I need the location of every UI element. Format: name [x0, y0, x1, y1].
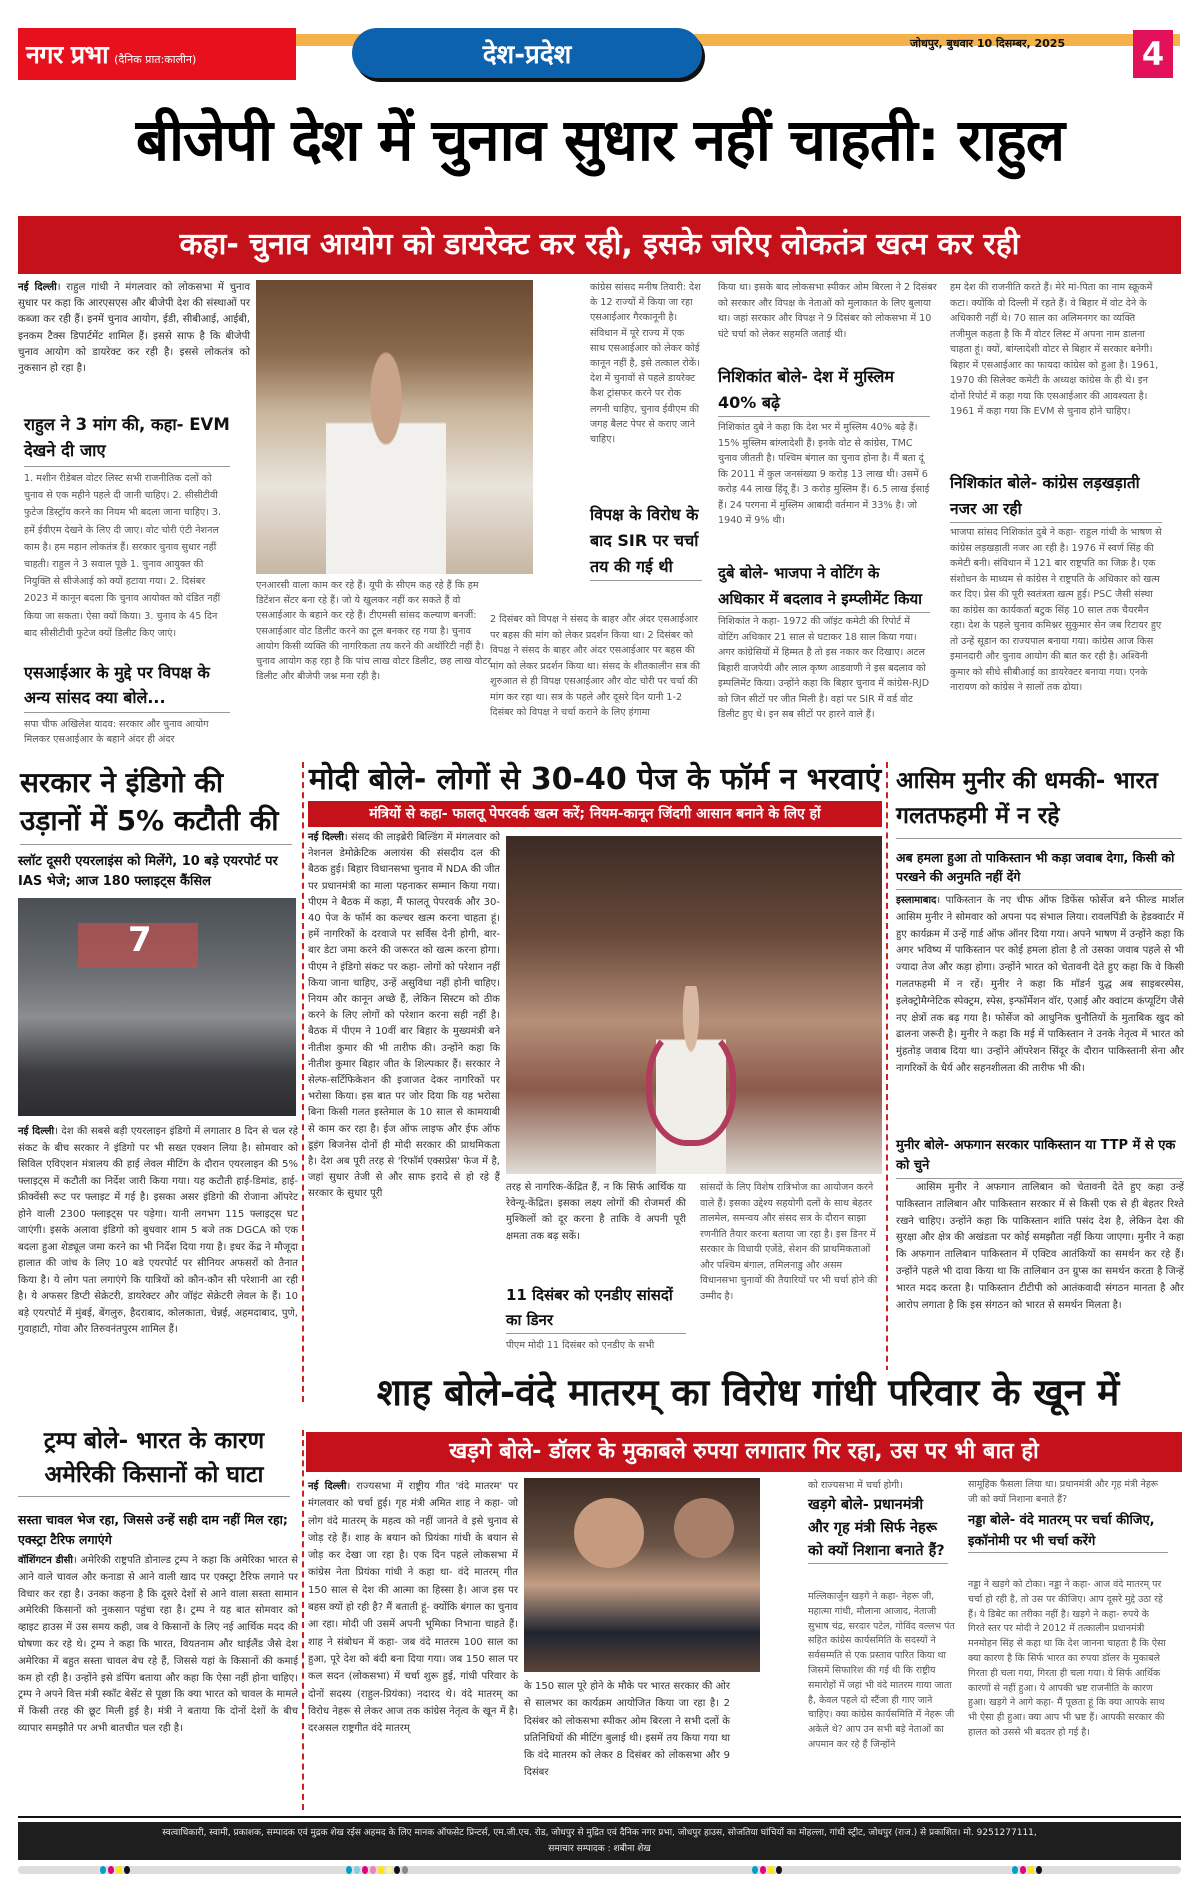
sir-debate-heading: विपक्ष के विरोध के बाद SIR पर चर्चा तय की गई थी — [590, 502, 702, 581]
congress-heading: निशिकांत बोले- कांग्रेस लड़खड़ाती नजर आ रही — [950, 470, 1162, 523]
trump-dateline: वॉशिंगटन डीसी — [18, 1555, 73, 1566]
ttp-heading: मुनीर बोले- अफगान सरकार पाकिस्तान या TTP में से एक को चुने — [896, 1136, 1182, 1179]
munir-body — [896, 893, 1184, 1078]
nadda-heading: नड्डा बोले- वंदे मातरम् पर चर्चा कीजिए, इकॉनोमी पर भी चर्चा करेंगे — [968, 1510, 1168, 1553]
color-registration-strip — [18, 1866, 1181, 1874]
ttp-text: आसिम मुनीर ने अफगान तालिबान को चेतावनी देते हुए कहा उन्हें पाकिस्तान तालिबान और पाकिस्तान सरकार में से किसी एक से ही बेहतर रिश्ते रखने चाहिए। उन्होंने कहा कि पाकिस्तान शांति पसंद देश है, लेकिन देश की सुरक्षा और क्षेत्र की अखंडता पर कोई समझौता नहीं किया जाएगा। मुनीर ने कहा कि अफगान तालिबान पाकिस्तान में एक्टिव आतंकियों का समर्थन कर रहे हैं। उन्होंने पहले भी दावा किया था कि तालिबान उन ग्रुप्स का समर्थन करता है जिन्हें भारत मदद करता है। पाकिस्तान टीटीपी को आतंकवादी संगठन मानता है और आरोप लगाता है कि इस संगठन को भारत से समर्थन मिलता है। — [896, 1182, 1184, 1311]
kharge-heading: खड़गे बोले- प्रधानमंत्री और गृह मंत्री सिर्फ नेहरू को क्यों निशाना बनाते हैं? — [808, 1494, 948, 1564]
indigo-subheadline: स्लॉट दूसरी एयरलाइंस को मिलेंगे, 10 बड़े एयरपोर्ट पर IAS भेजे; आज 180 फ्लाइट्स कैंसिल — [18, 854, 278, 889]
col-right-top: सामूहिक फैसला लिया था। प्रधानमंत्री और गृह मंत्री नेहरू जी को क्यों निशाना बनाते हैं? — [968, 1479, 1159, 1505]
indigo-headline: सरकार ने इंडिगो की उड़ानों में 5% कटौती की — [20, 764, 292, 845]
modi-headline: मोदी बोले- लोगों से 30-40 पेज के फॉर्म न भरवाएं — [308, 762, 882, 797]
registration-marks — [752, 1866, 782, 1874]
column-divider — [302, 1430, 304, 1810]
below-photo-text: एनआरसी वाला काम कर रहे हैं। यूपी के सीएम कह रहे हैं कि हम डिटेंशन सेंटर बना रहे हैं। जो ये खुलकर नहीं कर सकते हैं वो एसआईआर के बहाने कर रहे हैं। टीएमसी सांसद कल्याण बनर्जी: एसआईआर वोट डिलीट करने का टूल बनकर रह गया है। चुनाव आयोग किसी व्यक्ति की नागरिकता तय करने की अथॉरिटी नहीं है। चुनाव आयोग कह रहा है कि पांच लाख वोटर डिलीट, छह लाख वोटर डिलीट और बीजेपी जश्न मना रही है। — [256, 580, 492, 683]
munir-subheadline: अब हमला हुआ तो पाकिस्तान भी कड़ा जवाब देगा, किसी को परखने की अनुमति नहीं देंगे — [896, 848, 1182, 890]
demands-text: 1. मशीन रीडेबल वोटर लिस्ट सभी राजनीतिक दलों को चुनाव से एक महीने पहले दी जानी चाहिए। 2. सीसीटीवी फुटेज डिस्ट्रॉय करने का नियम भी बदला जाना चाहिए। 3. हमें ईवीएम देखने के लिए दी जाए। वोट चोरी एंटी नेशनल काम है। हम महान लोकतंत्र हैं। सरकार चुनाव सुधार नहीं चाहती। राहुल ने 3 सवाल पूछे 1. चुनाव आयुक्त की नियुक्ति से सीजेआई को क्यों हटाया गया। 2. दिसंबर 2023 में कानून बदला कि चुनाव आयोक्त को दंडित नहीं किया जा सकता। ऐसा क्यों किया। 3. चुनाव के 45 दिन बाद सीसीटीवी फुटेज क्यों डिलीट किए जाएं। — [24, 473, 222, 639]
shah-body — [308, 1478, 518, 1737]
indigo-dateline: नई दिल्ली — [18, 1126, 55, 1137]
shah-dateline: नई दिल्ली — [308, 1481, 347, 1492]
modi-subheadline: मंत्रियों से कहा- फालतू पेपरवर्क खत्म करें; नियम-कानून जिंदगी आसान बनाने के लिए हों — [308, 801, 882, 827]
congress-text: भाजपा सांसद निशिकांत दुबे ने कहा- राहुल गांधी के भाषण से कांग्रेस लड़खड़ाती नजर आ रही है। 1976 में स्वर्ण सिंह की कमेटी बनी। संविधान में 121 बार राष्ट्रपति का जिक्र है। एक संशोधन के माध्यम से कांग्रेस ने राष्ट्रपति के अधिकार को खत्म कर दिए। प्रेस की पूरी स्वतंत्रता खत्म हुई। PSC जैसी संस्था का कांग्रेस का कार्यकर्ता बटुक सिंह 10 साल तक चैयरमैन रहा। देश के पहले चुनाव कमिश्नर सुकुमार सेन जब रिटायर हुए तो उन्हें सूडान का राज्यपाल बनाया गया। कांग्रेस आज किस इमानदारी और चुनाव आयोग की बात कर रही है। अश्विनी कुमार को सीधे सीबीआई का डायरेक्टर बनाया गया। एनके नारायण को कांग्रेस ने सालों तक ढोया। — [950, 527, 1162, 693]
kharge-text: मल्लिकार्जुन खड़गे ने कहा- नेहरू जी, महात्मा गांधी, मौलाना आजाद, नेताजी सुभाष चंद्र, सरदार पटेल, गोविंद वल्लभ पंत सहित कांग्रेस कार्यसमिति के सदस्यों ने सर्वसम्मति से एक प्रस्ताव पारित किया था जिसमें सिफारिश की गई थी कि राष्ट्रीय समारोहों में जहां भी वंदे मातरम गाया जाता है, केवल पहले दो स्टैंजा ही गाए जाने चाहिए। क्या कांग्रेस कार्यसमिति में नेहरू जी अकेले थे? आप उन सभी बड़े नेताओं का अपमान कर रहे हैं जिन्होंने — [808, 1591, 955, 1750]
section-title: देश-प्रदेश — [352, 28, 702, 78]
paper-logo — [18, 28, 296, 80]
dubey-text: निशिकांत ने कहा- 1972 की जॉइंट कमेटी की रिपोर्ट में वोटिंग अधिकार 21 साल से घटाकर 18 साल किया गया। अगर कांग्रेसियों में हिम्मत है तो इस नकार कर दिखाए। अटल बिहारी वाजपेयी और लाल कृष्ण आडवाणी ने इस बदलाव को इम्पलिमेंट किया। उन्होंने कहा कि बिहार चुनाव में कांग्रेस-RJD को जिन सीटों पर जीत मिली है। वहां पर SIR में वर्ड वोट डिलीट हुए थे। इन सब सीटों पर हारने वाले हैं। — [718, 616, 930, 720]
shah-below-photo: के 150 साल पूरे होने के मौके पर भारत सरकार की ओर से सालभर का कार्यक्रम आयोजित किया जा रहा है। 2 दिसंबर को लोकसभा स्पीकर ओम बिरला ने सभी दलों के प्रतिनिधियों की मीटिंग बुलाई थी। इसमें तय किया गया था कि वंदे मातरम को लेकर 8 दिसंबर को लोकसभा और 9 दिसंबर — [524, 1681, 730, 1779]
registration-marks — [1012, 1866, 1042, 1874]
page-number: 4 — [1133, 30, 1173, 78]
rahul-gandhi-photo — [256, 280, 533, 574]
shah-headline: शाह बोले-वंदे मातरम् का विरोध गांधी परिवार के खून में — [308, 1370, 1188, 1416]
modi-body-text: । संसद की लाइब्रेरी बिल्डिंग में मंगलवार को नेशनल डेमोक्रेटिक अलायंस की संसदीय दल की बैठक हुई। बिहार विधानसभा चुनाव में NDA की जीत पर प्रधानमंत्री का माला पहनाकर सम्मान किया गया। पीएम ने बैठक में कहा, मैं फालतू पेपरवर्क और 30-40 पेज के फॉर्म का कल्चर खत्म करना चाहता हूं। हमें नागरिकों के दरवाजे पर सर्विस देनी होगी, बार-बार डेटा जमा करने की जरूरत को खत्म करना होगा। पीएम ने इंडिगो संकट पर कहा- लोगों को परेशान नहीं किया जाना चाहिए, उन्हें असुविधा नहीं होनी चाहिए। नियम और कानून अच्छे हैं, लेकिन सिस्टम को ठीक करने के लिए लोगों को परेशान करना सही नहीं है। बैठक में पीएम ने 10वीं बार बिहार के मुख्यमंत्री बने नीतीश कुमार की भी तारीफ की। उन्होंने कहा कि नीतीश कुमार बिहार जीत के शिल्पकार हैं। सरकार ने सेल्फ-सर्टिफिकेशन की इजाजत देकर नागरिकों पर भरोसा किया। इस बात पर जोर दिया कि यह भरोसा बिना किसी गलत इस्तेमाल के 10 साल से कामयाबी से काम कर रहा है। ईज ऑफ लाइफ और ईफ ऑफ डूइंग बिजनेस दोनों ही मोदी सरकार की प्राथमिकता है। देश अब पूरी तरह से 'रिफॉर्म एक्सप्रेस' फेज में है, जहां सुधार तेजी से और साफ इरादे से हो रहे हैं सरकार के सुधार पूरी — [308, 832, 500, 1200]
munir-headline: आसिम मुनीर की धमकी- भारत गलतफहमी में न रहे — [896, 764, 1182, 839]
nishikant-text: निशिकांत दुबे ने कहा कि देश भर में मुस्लिम 40% बढ़े हैं। 15% मुस्लिम बांग्लादेशी हैं। इनके वोट से कांग्रेस, TMC चुनाव जीतती है। पश्चिम बंगाल का चुनाव होना है। मैं बता दूं कि 2011 में कुल जनसंख्या 9 करोड़ 13 लाख थी। उसमें 6 करोड़ 44 लाख हिंदू हैं। 3 करोड़ मुस्लिम हैं। 6.5 लाख ईसाई हैं। 24 परगना में मुस्लिम आबादी वर्तमान में 33% है। जो 1940 में 9% थी। — [718, 422, 930, 526]
editor-text: समाचार सम्पादक : शबीना शेख — [548, 1844, 651, 1854]
modi-below-photo-right: सांसदों के लिए विशेष रात्रिभोज का आयोजन करने वाले हैं। इसका उद्देश्य सहयोगी दलों के साथ बेहतर तालमेल, समन्वय और संसद सत्र के दौरान साझा रणनीति तैयार करना बताया जा रहा है। इस डिनर में सरकार के विधायी एजेंडे, सेशन की प्राथमिकताओं और पश्चिम बंगाल, तमिलनाडु और असम विधानसभा चुनावों की तैयारियों पर भी चर्चा होने की उम्मीद है। — [700, 1182, 878, 1302]
nishikant-heading: निशिकांत बोले- देश में मुस्लिम 40% बढ़े — [718, 364, 930, 417]
imprint-text: स्वत्वाधिकारी, स्वामी, प्रकाशक, सम्पादक एवं मुद्रक शेख रईस अहमद के लिए मानक ऑफसेट प्रिन्टर्स, एम.जी.एच. रोड, जोधपुर से मुद्रित एवं दैनिक नगर प्रभा, जोधपुर हाउस, सोजतिया घांचियों का मोहल्ला, गांधी स्ट्रीट, जोधपुर (राज.) से प्रकाशित। मो. 9251277111, — [162, 1828, 1037, 1838]
shah-subheadline: खड़गे बोले- डॉलर के मुकाबले रुपया लगातार गिर रहा, उस पर भी बात हो — [306, 1432, 1182, 1472]
indigo-body — [18, 1124, 298, 1339]
tewari-text: कांग्रेस सांसद मनीष तिवारी: देश के 12 राज्यों में किया जा रहा एसआईआर गैरकानूनी है। संविधान में पूरे राज्य में एक साथ एसआईआर को लेकर कोई कानून नहीं है, इसे तत्काल रोकें। देश में चुनावों से पहले डायरेक्ट कैश ट्रांसफर करने पर रोक लगनी चाहिए, चुनाव ईवीएम की जगह बैलट पेपर से कराए जाने चाहिए। — [590, 282, 701, 446]
dinner-text: पीएम मोदी 11 दिसंबर को एनडीए के सभी — [506, 1340, 655, 1351]
dubey-heading: दुबे बोले- भाजपा ने वोटिंग के अधिकार में बदलाव ने इम्प्लीमेंट किया — [718, 560, 930, 613]
col3-text: किया था। इसके बाद लोकसभा स्पीकर ओम बिरला ने 2 दिसंबर को सरकार और विपक्ष के नेताओं को मुलाकात के लिए बुलाया था। जहां सरकार और विपक्ष ने 9 दिसंबर को लोकसभा में 10 घंटे चर्चा को लेकर सहमति जताई थी। — [718, 282, 937, 340]
footer-imprint — [18, 1822, 1181, 1860]
column-divider — [886, 762, 888, 1402]
shah-body-text: । राज्यसभा में राष्ट्रीय गीत 'वंदे मातरम' पर मंगलवार को चर्चा हुई। गृह मंत्री अमित शाह ने कहा- जो लोग वंदे मातरम् के महत्व को नहीं जानते वे इसे चुनाव से जोड़ रहे हैं। शाह के बयान को प्रियंका गांधी के बयान से जोड़ कर देखा जा रहा है। एक दिन पहले लोकसभा में कांग्रेस नेता प्रियंका गांधी ने कहा था- वंदे मातरम् गीत 150 साल से देश की आत्मा का हिस्सा है। आज इस पर बहस क्यों हो रही है? मैं बताती हूं- क्योंकि बंगाल का चुनाव आ रहा। मोदी जी उसमें अपनी भूमिका निभाना चाहते हैं। शाह ने संबोधन में कहा- जब वंदे मातरम 100 साल का हुआ, पूरे देश को बंदी बना दिया गया। जब 150 साल पर कल सदन (लोकसभा) में चर्चा शुरू हुई, गांधी परिवार के दोनों सदस्य (राहुल-प्रियंका) नदारद थे। वंदे मातरम् का विरोध नेहरू से लेकर आज तक कांग्रेस नेतृत्व के खून में है। दरअसल राष्ट्रगीत वंदे मातरम् — [308, 1481, 518, 1735]
shah-side-top: को राज्यसभा में चर्चा होगी। — [808, 1480, 903, 1491]
modi-below-photo-left: तरह से नागरिक-केंद्रित हैं, न कि सिर्फ आर्थिक या रेवेन्यू-केंद्रित। इसका लक्ष्य लोगों की रोजमर्रा की मुश्किलों को दूर करना है ताकि वे अपनी पूरी क्षमता तक बढ़ सकें। — [506, 1182, 686, 1242]
registration-marks — [346, 1866, 408, 1874]
lead-intro — [18, 280, 250, 377]
indigo-body-text: । देश की सबसे बड़ी एयरलाइन इंडिगो में लगातार 8 दिन से चल रहे संकट के बीच सरकार ने इंडिगो पर भी सख्त एक्शन लिया है। सोमवार को सिविल एविएशन मंत्रालय की हाई लेवल मीटिंग के दौरान एयरलाइन की 5% फ्लाइट्स में कटौती का निर्देश जारी किया गया। यह कटौती हाई-डिमांड, हाई-फ्रीक्वेंसी रूट पर फ्लाइट में गई है। इसका असर इंडिगो की रोजाना ऑपरेट होने वाली 2300 फ्लाइट्स पर पड़ेगा। यानी लगभग 115 फ्लाइट्स घट जाएंगी। इसके अलावा इंडिगो को बुधवार शाम 5 बजे तक DGCA को एक बदला हुआ शेड्यूल जमा करने का भी निर्देश दिया गया है। इधर केंद्र ने मौजूदा हालात की जांच के लिए 10 बडे एयरपोर्ट पर सीनियर अफसरों को तैनात किया है। ये लोग पता लगाएंगे कि यात्रियों को कौन-कौन सी परेशानी आ रही है। ये अफसर डिप्टी सेक्रेटरी, डायरेक्टर और जॉइंट सेक्रेटरी लेवल के हैं। 10 बड़े एयरपोर्ट में मुंबई, बेंगलुरु, हैदराबाद, कोलकाता, चेन्नई, अहमदाबाद, पुणे, गुवाहाटी, गोवा और तिरुवनंतपुरम शामिल हैं। — [18, 1126, 298, 1335]
trump-body — [18, 1553, 298, 1738]
footer-rule — [18, 1816, 1181, 1818]
airport-photo: 7 — [18, 898, 296, 1116]
trump-headline: ट्रम्प बोले- भारत के कारण अमेरिकी किसानों को घाटा — [18, 1424, 290, 1497]
munir-dateline: इस्लामाबाद — [896, 895, 937, 906]
demands-heading: राहुल ने 3 मांग की, कहा- EVM देखने दी जाए — [24, 412, 230, 467]
nda-meeting-photo — [506, 836, 882, 1174]
sir-heading: एसआईआर के मुद्दे पर विपक्ष के अन्य सांसद क्या बोले... — [24, 660, 230, 713]
trump-subheadline: सस्ता चावल भेज रहा, जिससे उन्हें सही दाम नहीं मिल रहा; एक्स्ट्रा टैरिफ लगाएंगे — [18, 1512, 288, 1547]
registration-marks — [100, 1866, 130, 1874]
amit-shah-photo — [524, 1478, 760, 1672]
nadda-text: नड्डा ने खड़गे को टोका। नड्डा ने कहा- आज वंदे मातरम् पर चर्चा हो रही है, तो उस पर कीजिए। आप दूसरे मुद्दे उठा रहे हैं। ये डिबेट का तरीका नहीं है। खड़गे ने कहा- रुपये के गिरते स्तर पर मोदी ने 2012 में तत्कालीन प्रधानमंत्री मनमोहन सिंह से कहा था कि देश जानना चाहता है कि ऐसा क्या कारण है कि सिर्फ भारत का रुपया डॉलर के मुकाबले गिरता ही चला गया, गिरता ही चला गया। ये सिर्फ आर्थिक कारणों से नहीं हुआ। ये आपकी भ्रष्ट राजनीति के कारण हुआ। खड़गे ने आगे कहा- मैं पूछता हूं कि क्या आपके साथ भी ऐसा ही हुआ। क्या आप भी भ्रष्ट हैं। आपकी सरकार की हालत को उससे भी बदतर हो गई है। — [968, 1579, 1166, 1738]
sir-debate-text: 2 दिसंबर को विपक्ष ने संसद के बाहर और अंदर एसआईआर पर बहस की मांग को लेकर प्रदर्शन किया था। 2 दिसंबर को विपक्ष ने संसद के बाहर और अंदर एसआईआर पर बहस की मांग को लेकर प्रदर्शन किया था। संसद के शीतकालीन सत्र की शुरुआत से ही विपक्ष एसआईआर और वोट चोरी पर चर्चा की मांग कर रहा था। सत्र के पहले और दूसरे दिन यानी 1-2 दिसंबर को विपक्ष ने चर्चा कराने के लिए हंगामा — [490, 614, 701, 718]
lead-subheadline: कहा- चुनाव आयोग को डायरेक्ट कर रही, इसके जरिए लोकतंत्र खत्म कर रही — [18, 216, 1181, 274]
modi-dateline: नई दिल्ली — [308, 832, 344, 843]
intro-text: । राहुल गांधी ने मंगलवार को लोकसभा में चुनाव सुधार पर कहा कि आरएसएस और बीजेपी देश की संस्थाओं पर कब्जा कर रही हैं। इनमें चुनाव आयोग, ईडी, सीबीआई, आईबी, इनकम टैक्स डिपार्टमेंट शामिल हैं। इससे साफ है कि बीजेपी चुनाव आयोग को डायरेक्ट कर रही है। इससे लोकतंत्र को नुकसान हो रहा है। — [18, 282, 251, 375]
paper-name: नगर प्रभा — [26, 40, 109, 69]
intro-dateline: नई दिल्ली — [18, 282, 57, 293]
sir-text: सपा चीफ अखिलेश यादव: सरकार और चुनाव आयोग मिलकर एसआईआर के बहाने अंदर ही अंदर — [24, 719, 209, 745]
column-divider — [302, 762, 304, 1402]
trump-body-text: । अमेरिकी राष्ट्रपति डोनाल्ड ट्रम्प ने कहा कि अमेरिका भारत से आने वाले चावल और कनाडा से आने वाली खाद पर एक्स्ट्रा टैरिफ लगाने पर विचार कर रहा है। उनका कहना है कि दूसरे देशों से आने वाला सस्ता सामान अमेरिकी किसानों को नुकसान पहुंचा रहा है। ट्रम्प ने यह बात सोमवार को व्हाइट हाउस में उस समय कही, जब वे किसानों के लिए नई आर्थिक मदद की घोषणा कर रहे थे। ट्रम्प ने कहा कि भारत, वियतनाम और थाईलैंड जैसे देश अमेरिका में बहुत सस्ता चावल बेच रहे हैं, जिससे यहां के किसानों की कमाई कम हो रही है। उन्होंने इसे डंपिंग बताया और कहा कि ऐसा नहीं होना चाहिए। ट्रम्प ने अपने वित्त मंत्री स्कॉट बेसेंट से पूछा कि क्या भारत को चावल के मामले में किसी तरह की छूट मिली हुई है। मंत्री ने बताया कि दोनों देशों के बीच व्यापार समझौते पर अभी बातचीत चल रही है। — [18, 1555, 298, 1734]
lead-headline: बीजेपी देश में चुनाव सुधार नहीं चाहती: राहुल — [135, 106, 1065, 174]
dateline: जोधपुर, बुधवार 10 दिसम्बर, 2025 — [910, 37, 1066, 50]
modi-body — [308, 830, 500, 1203]
paper-subtitle: (दैनिक प्रात:कालीन) — [114, 52, 197, 66]
dinner-heading: 11 दिसंबर को एनडीए सांसदों का डिनर — [506, 1283, 686, 1334]
munir-body-text: । पाकिस्तान के नए चीफ ऑफ डिफेंस फोर्सेज बने फील्ड मार्शल आसिम मुनीर ने सोमवार को अपना पद संभाल लिया। रावलपिंडी के हेडक्वार्टर में हुए कार्यक्रम में उन्हें गार्ड ऑफ ऑनर दिया गया। अपने भाषण में उन्होंने कहा कि अगर भविष्य में पाकिस्तान पर कोई हमला होता है तो उसका जवाब पहले से भी ज्यादा तेज और कड़ा होगा। उन्होंने भारत को चेतावनी देते हुए कहा कि वे किसी गलतफहमी में न रहें। मुनीर ने कहा कि मॉडर्न युद्ध अब साइबरस्पेस, इलेक्ट्रोमैग्नेटिक स्पेक्ट्रम, स्पेस, इन्फॉर्मेशन वॉर, एआई और क्वांटम कंप्यूटिंग जैसे नए क्षेत्रों तक बढ़ गया है। फोर्सेज को आधुनिक चुनौतियों के मुताबिक खुद को ढालना जरूरी है। मुनीर ने कहा कि मई में पाकिस्तान ने उनके नेतृत्व में भारत को मुंहतोड़ जवाब दिया था। उन्होंने ऑपरेशन सिंदूर के दौरान पाकिस्तानी सेना और नागरिकों के धैर्य और सहनशीलता की तारीफ भी की। — [896, 895, 1184, 1074]
col4-text: हम देश की राजनीति करते हैं। मेरे मां-पिता का नाम स्क्रूकमें कटा। क्योंकि वो दिल्ली में रहते हैं। वे बिहार में वोट देने के अधिकारी नहीं थे। 70 साल का अलिमनगर का व्यक्ति तजीमुल कहता है कि मैं वोटर लिस्ट में अपना नाम डालना चाहता हूं। क्यों, बांग्लादेशी वोटर से बिहार में सरकार बनेगी। बिहार में एसआईआर का फायदा कांग्रेस को हुआ है। 1961, 1970 की सिलेक्ट कमेटी के अध्यक्ष कांग्रेस के ही थे। इन दोनों रिपोर्ट में कहा गया कि एसआईआर की आवश्यता है। 1961 में कहा गया कि EVM से चुनाव होने चाहिए। — [950, 282, 1159, 417]
